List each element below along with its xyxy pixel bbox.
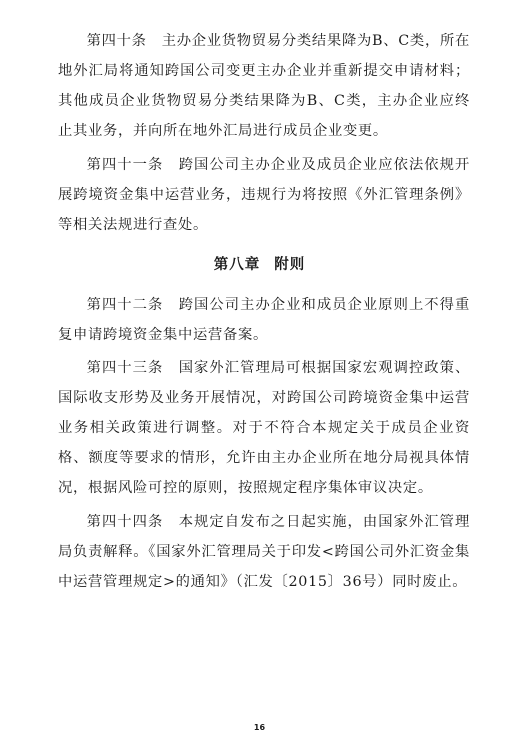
article-43: 第四十三条 国家外汇管理局可根据国家宏观调控政策、国际收支形势及业务开展情况，对跨国公司跨境资金集中运营业务相关政策进行调整。对于不符合本规定关于成员企业资格、额度等要求的情形，允许由主办企业所在地分局视具体情况，根据风险可控的原则，按照规定程序集体审议决定。: [58, 360, 470, 496]
article-40: 第四十条 主办企业货物贸易分类结果降为B、C类，所在地外汇局将通知跨国公司变更主办企业并重新提交申请材料；其他成员企业货物贸易分类结果降为B、C类，主办企业应终止其业务，并向所在地外汇局进行成员企业变更。: [58, 33, 470, 139]
article-42: 第四十二条 跨国公司主办企业和成员企业原则上不得重复申请跨境资金集中运营备案。: [58, 297, 470, 343]
chapter-title: 附则: [274, 257, 306, 273]
page-number: 16: [253, 723, 266, 732]
article-44: 第四十四条 本规定自发布之日起实施，由国家外汇管理局负责解释。《国家外汇管理局关于印发<跨国公司外汇资金集中运营管理规定>的通知》（汇发〔2015〕36号）同时废止。: [58, 514, 470, 590]
article-41: 第四十一条 跨国公司主办企业及成员企业应依法依规开展跨境资金集中运营业务，违规行为将按照《外汇管理条例》等相关法规进行查处。: [58, 157, 470, 233]
chapter-number: 第八章: [213, 257, 261, 273]
chapter-heading: [0, 253, 519, 274]
